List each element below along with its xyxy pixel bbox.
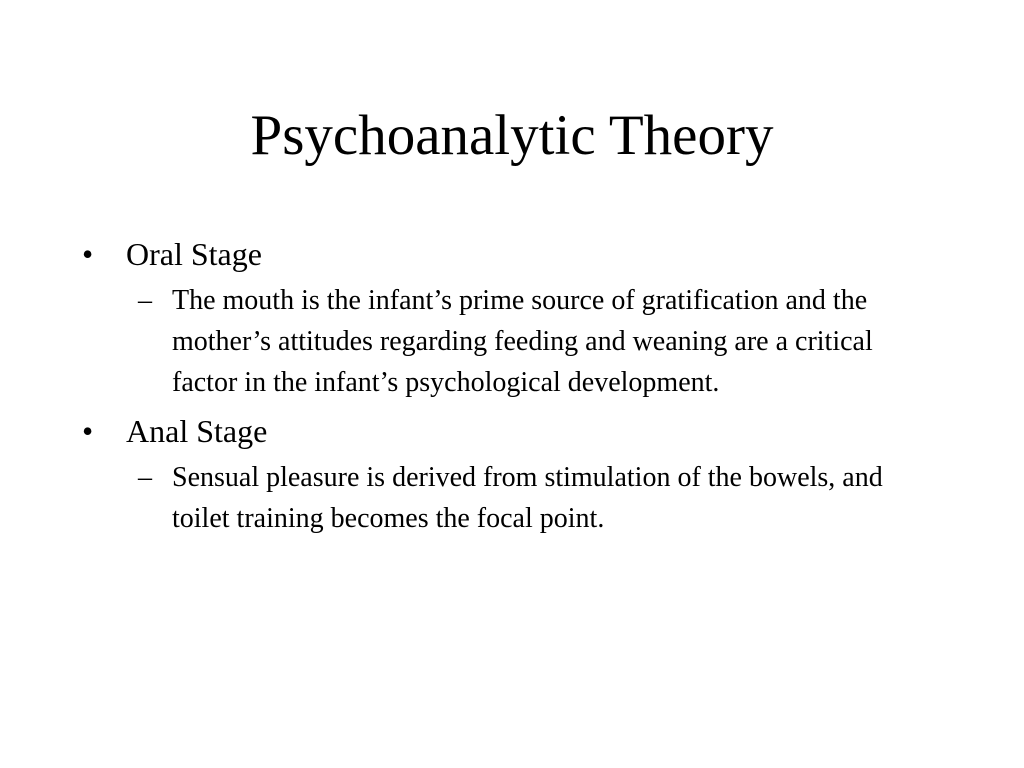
sub-bullet-item xyxy=(126,280,912,403)
dash-marker: – xyxy=(138,285,152,316)
sub-bullet-list xyxy=(126,280,962,403)
sub-bullet-text: Sensual pleasure is derived from stimulation of the bowels, and toilet training becomes the focal point. xyxy=(172,462,883,534)
sub-bullet-text: The mouth is the infant’s prime source of gratification and the mother’s attitudes regarding feeding and weaning are a critical factor in the infant’s psychological development. xyxy=(172,285,873,398)
bullet-list xyxy=(82,232,962,539)
bullet-item-anal-stage xyxy=(82,409,962,539)
bullet-item-oral-stage xyxy=(82,232,962,403)
sub-bullet-item xyxy=(126,457,912,539)
bullet-text: Anal Stage xyxy=(126,413,268,449)
slide-title: Psychoanalytic Theory xyxy=(250,104,774,167)
bullet-text: Oral Stage xyxy=(126,236,262,272)
bullet-marker: • xyxy=(82,236,94,272)
bullet-marker: • xyxy=(82,413,94,449)
sub-bullet-list xyxy=(126,457,962,539)
dash-marker: – xyxy=(138,462,152,493)
